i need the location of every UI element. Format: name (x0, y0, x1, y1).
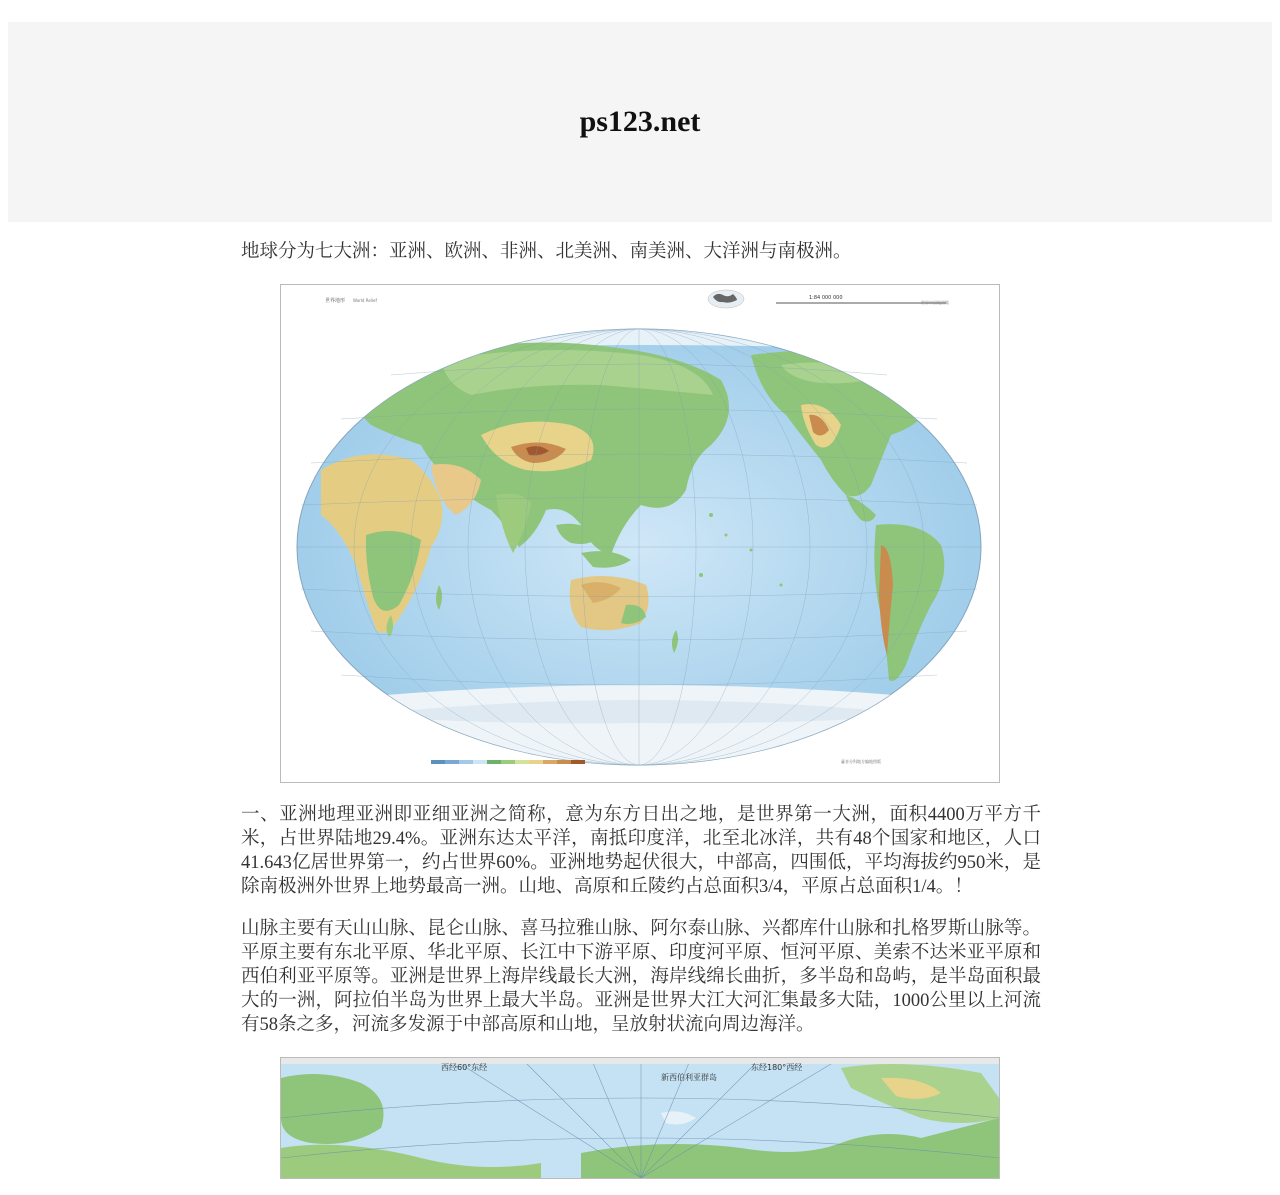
arctic-label-west: 西经60°东经 (441, 1063, 488, 1072)
arctic-label-islands: 新西伯利亚群岛 (661, 1073, 717, 1082)
site-title[interactable]: ps123.net (579, 105, 701, 138)
article-content (241, 240, 1041, 1179)
world-map-graphic (281, 285, 999, 782)
article-intro: 地球分为七大洲：亚洲、欧洲、非洲、北美洲、南美洲、大洋洲与南极洲。 (241, 242, 852, 262)
map-title: 世界地形 (325, 298, 346, 304)
site-header (8, 22, 1272, 222)
article-paragraph-mountains: 山脉主要有天山山脉、昆仑山脉、喜马拉雅山脉、阿尔泰山脉、兴都库什山脉和扎格罗斯山脉等。平原主要有东北平原、华北平原、长江中下游平原、印度河平原、恒河平原、美索不达米亚平原和西伯利亚平原等。亚洲是世界上海岸线最长大洲，海岸线绵长曲折，多半岛和岛屿，是半岛面积最大的一洲，阿拉伯半岛为世界上最大半岛。亚洲是世界大江大河汇集最多大陆，1000公里以上河流有58条之多，河流多发源于中部高原和山地，呈放射状流向周边海洋。 (241, 919, 1041, 1035)
map-scale: 1:84 000 000 (809, 295, 843, 301)
arctic-map-graphic (281, 1058, 999, 1178)
map-footer-label: 審音分科地方编地图版 (841, 759, 881, 764)
elevation-legend (431, 760, 585, 764)
map-corner-label: 世界中国地图集 (921, 300, 949, 305)
article-paragraph-asia: 一、亚洲地理亚洲即亚细亚洲之简称，意为东方日出之地，是世界第一大洲，面积4400万平方千米，占世界陆地29.4%。亚洲东达太平洋，南抵印度洋，北至北冰洋，共有48个国家和地区，人口41.643亿居世界第一，约占世界60%。亚洲地势起伏很大，中部高，四围低，平均海拔约950米，是除南极洲外世界上地势最高一洲。山地、高原和丘陵约占总面积3/4，平原占总面积1/4。！ (241, 805, 1041, 897)
arctic-label-east: 东经180°西经 (751, 1063, 803, 1072)
map-subtitle: World Relief (353, 298, 377, 303)
world-relief-map (280, 284, 1000, 783)
inset-globe-icon (708, 290, 744, 308)
arctic-region-map (280, 1057, 1000, 1179)
